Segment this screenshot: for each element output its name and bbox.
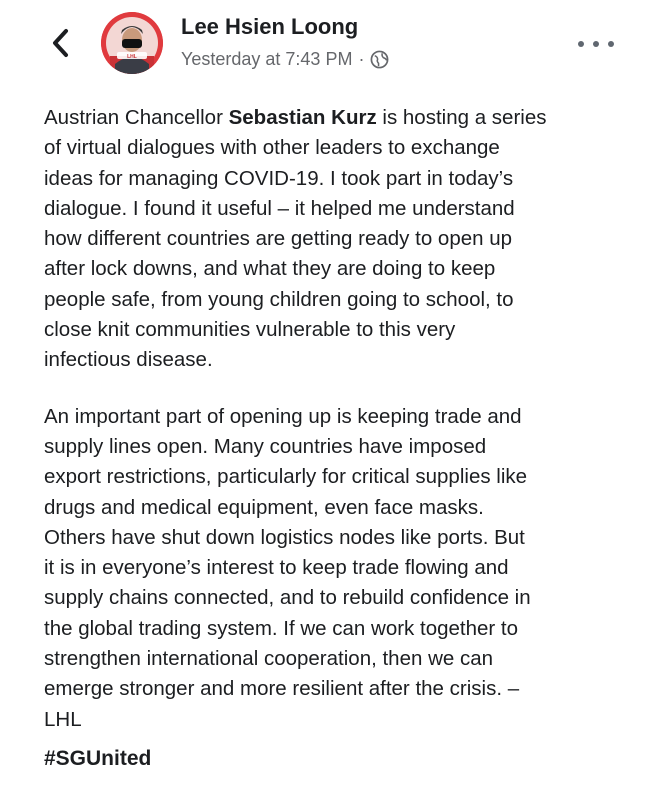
back-button[interactable] <box>48 26 74 60</box>
post-line: LHL <box>44 707 82 731</box>
post-timestamp[interactable]: Yesterday at 7:43 PM <box>181 48 353 69</box>
post-line: after lock downs, and what they are doing to keep <box>44 257 496 281</box>
post-line: supply chains connected, and to rebuild confidence in <box>44 586 531 610</box>
author-name[interactable]: Lee Hsien Loong <box>181 14 359 39</box>
more-options-icon <box>593 41 599 47</box>
meta-separator: · <box>358 48 365 69</box>
post-line: people safe, from young children going to school, to <box>44 287 514 311</box>
post-line: of virtual dialogues with other leaders to exchange <box>44 136 500 160</box>
post-line: ideas for managing COVID-19. I took part in today’s <box>44 166 514 190</box>
post-line: the global trading system. If we can work together to <box>44 616 519 640</box>
post-line: how different countries are getting ready to open up <box>44 227 513 251</box>
post-line: close knit communities vulnerable to this very <box>44 318 456 342</box>
more-options-button[interactable] <box>578 34 614 54</box>
avatar[interactable] <box>101 12 163 74</box>
post-line: dialogue. I found it useful – it helped me understand <box>44 196 515 220</box>
post-meta <box>181 47 389 71</box>
hashtag-link[interactable]: #SGUnited <box>44 747 152 770</box>
post-body <box>44 103 634 761</box>
more-options-icon <box>578 41 584 47</box>
profile-photo <box>101 12 163 74</box>
post-paragraph <box>44 103 634 376</box>
post-line: emerge stronger and more resilient after the crisis. – <box>44 677 520 701</box>
post-line: drugs and medical equipment, even face masks. <box>44 495 484 519</box>
globe-icon[interactable] <box>370 50 389 69</box>
post-line: strengthen international cooperation, then we can <box>44 647 494 671</box>
mention-sebastian-kurz[interactable]: Sebastian Kurz <box>228 106 377 129</box>
post-line: An important part of opening up is keeping trade and <box>44 404 522 428</box>
post-line: export restrictions, particularly for critical supplies like <box>44 465 528 489</box>
post-line: Austrian Chancellor Sebastian Kurz is hosting a series <box>44 106 547 129</box>
post-line: Others have shut down logistics nodes like ports. But <box>44 525 525 549</box>
avatar-badge-text: LHL <box>127 54 137 60</box>
post-line: supply lines open. Many countries have imposed <box>44 434 487 458</box>
post-line: infectious disease. <box>44 348 213 372</box>
post-paragraph <box>44 402 634 735</box>
post-line: it is in everyone’s interest to keep trade flowing and <box>44 556 509 580</box>
post-header <box>0 0 647 86</box>
more-options-icon <box>608 41 614 47</box>
back-chevron-icon <box>51 28 71 58</box>
